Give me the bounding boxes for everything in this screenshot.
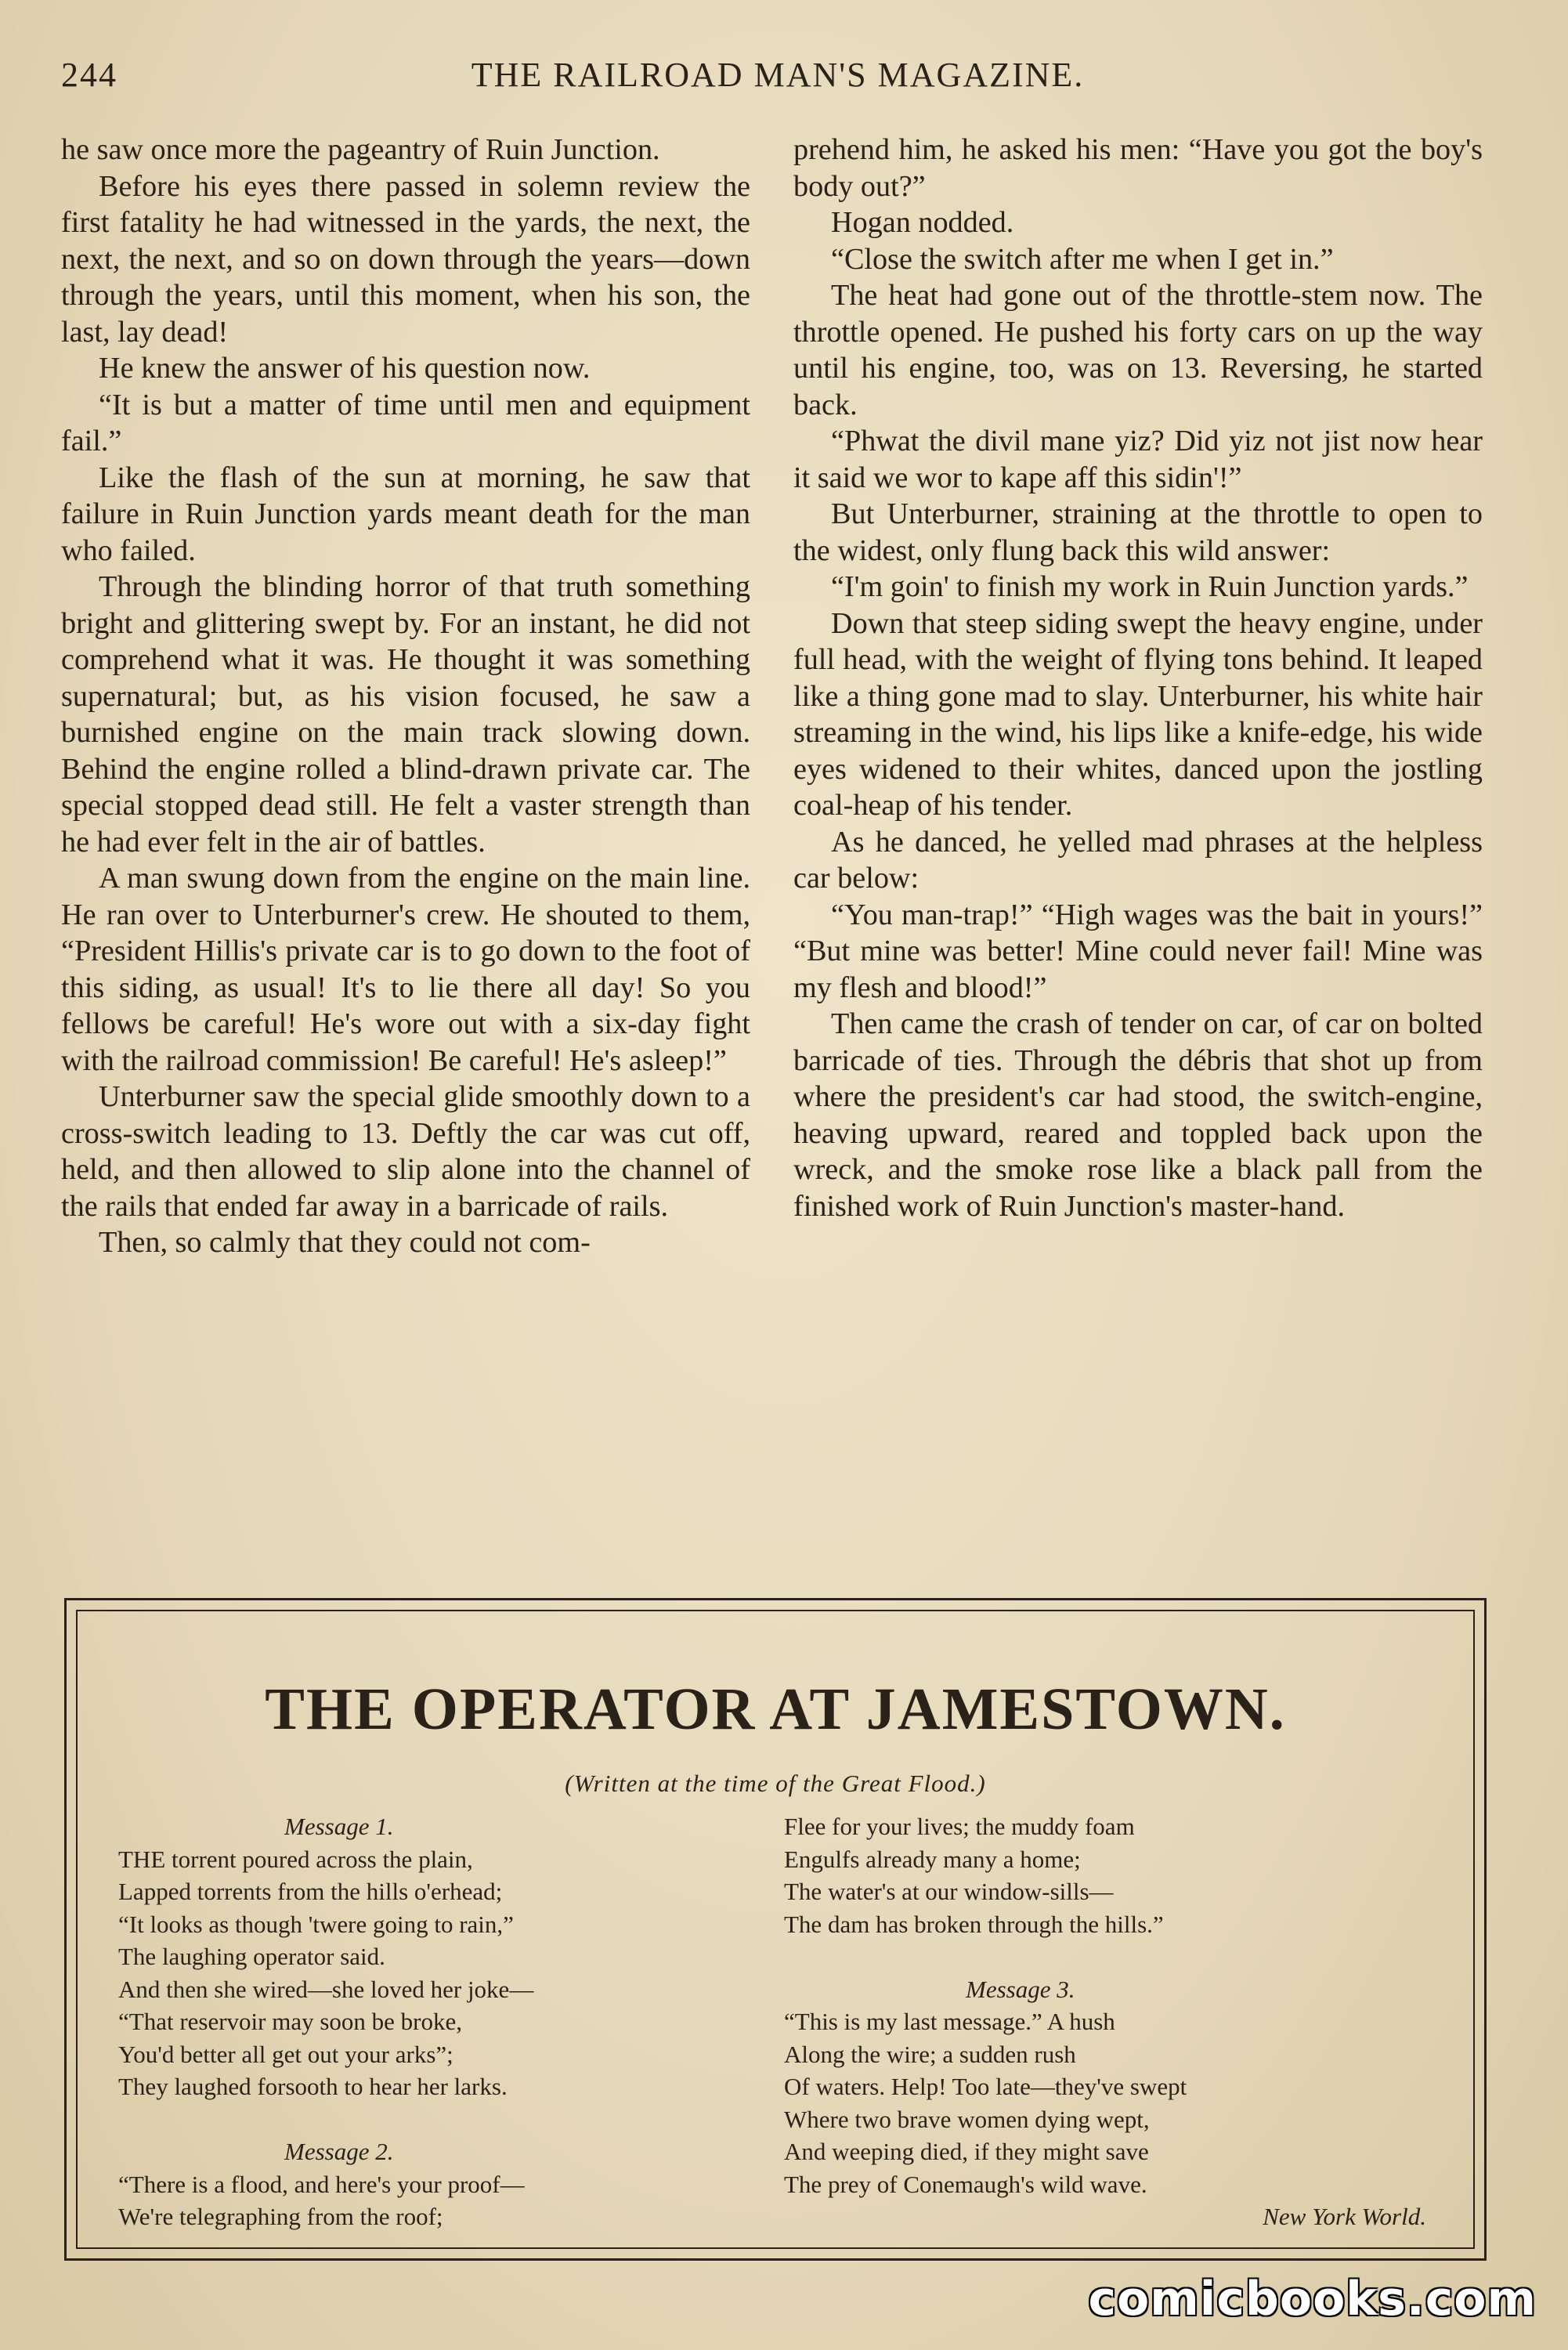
poem-line: “That reservoir may soon be broke, [118,2008,463,2035]
paragraph: As he danced, he yelled mad phrases at the helpless car below: [793,825,1483,895]
poem-column-right [784,1810,1458,2265]
message-heading: Message 2. [284,2138,394,2165]
poem-box [64,1598,1487,2261]
paragraph: Unterburner saw the special glide smoothly down to a cross-switch leading to 13. Deftly the car was cut off, held, and then allowed to slip alone into the channel of the rails that ended far away in a barricade of rails. [61,1080,750,1223]
poem-line: Lapped torrents from the hills o'erhead; [118,1878,503,1905]
paragraph: A man swung down from the engine on the main line. He ran over to Unterburner's crew. He shouted to them, “President Hillis's private car is to go down to the foot of this siding, as usual! It's to lie there all day! So you fellows be careful! He's wore out with a six-day fight with the railroad commission! Be careful! He's asleep!” [61,862,750,1077]
story-body [61,132,1487,1534]
poem-line: The water's at our window-sills— [784,1878,1114,1905]
poem-line: And weeping died, if they might save [784,2138,1149,2165]
poem-line: Engulfs already many a home; [784,1845,1081,1873]
paragraph: Before his eyes there passed in solemn review the first fatality he had witnessed in the yards, the next, the next, the next, and so on down through the years—down through the years, until this moment, when his son, the last, lay dead! [61,169,750,349]
poem-line: You'd better all get out your arks”; [118,2040,453,2068]
paragraph: Through the blinding horror of that truth something bright and glittering swept by. For an instant, he did not comprehend what it was. He thought it was something supernatural; but, as his vision focused, he saw a burnished engine on the main track slowing down. Behind the engine rolled a blind-drawn private car. The special stopped dead still. He felt a vaster strength than he had ever felt in the air of battles. [61,570,750,859]
paragraph: The heat had gone out of the throttle-stem now. The throttle opened. He pushed his forty cars on up the way until his engine, too, was on 13. Reversing, he started back. [793,279,1483,421]
poem-source: New York World. [1263,2203,1426,2230]
poem-line: Of waters. Help! Too late—they've swept [784,2073,1187,2100]
poem-subtitle: (Written at the time of the Great Flood.) [565,1770,986,1797]
poem-line: “This is my last message.” A hush [784,2008,1115,2035]
paragraph: Then came the crash of tender on car, of car on bolted barricade of ties. Through the débris that shot up from where the president's car had stood, the switch-engine, heaving upward, reared and toppled back upon the wreck, and the smoke rose like a black pall from the finished work of Ruin Junction's master-hand. [793,1007,1483,1223]
paragraph: “Close the switch after me when I get in.” [831,242,1334,276]
paragraph: “It is but a matter of time until men and equipment fail.” [61,388,750,457]
poem-line: And then she wired—she loved her joke— [118,1975,534,2003]
site-watermark: comicbooks.com [1088,2272,1537,2326]
poem-line: Along the wire; a sudden rush [784,2040,1076,2068]
paragraph: he saw once more the pageantry of Ruin Junction. [61,133,660,166]
message-heading: Message 1. [284,1813,394,1840]
stanza-message-2-continued [784,1810,1458,1940]
paragraph: But Unterburner, straining at the throttle to open to the widest, only flung back this wild answer: [793,497,1483,567]
magazine-title: THE RAILROAD MAN'S MAGAZINE. [471,56,1085,94]
poem-column-left [118,1810,784,2265]
stanza-message-2 [118,2135,784,2233]
page-number: 244 [61,56,117,94]
paragraph: Hogan nodded. [831,206,1014,239]
poem-line: “There is a flood, and here's your proof— [118,2170,525,2198]
poem-title: THE OPERATOR AT JAMESTOWN. [265,1676,1286,1742]
story-column-right [793,132,1483,1224]
poem-line: The laughing operator said. [118,1943,385,1970]
message-heading: Message 3. [966,1975,1075,2003]
paragraph: “You man-trap!” “High wages was the bait in yours!” “But mine was better! Mine could never fail! Mine was my flesh and blood!” [793,898,1483,1004]
poem-line: Flee for your lives; the muddy foam [784,1813,1135,1840]
stanza-message-3 [784,1973,1458,2233]
paragraph: “Phwat the divil mane yiz? Did yiz not jist now hear it said we wor to kape aff this sidin'!” [793,425,1483,494]
poem-line: The dam has broken through the hills.” [784,1910,1164,1938]
paragraph: prehend him, he asked his men: “Have you got the boy's body out?” [793,133,1483,203]
poem-line: THE torrent poured across the plain, [118,1845,473,1873]
paragraph: Then, so calmly that they could not com- [99,1226,591,1259]
poem-line: We're telegraphing from the roof; [118,2203,443,2230]
poem-stanzas [67,1810,1484,2249]
paragraph: “I'm goin' to finish my work in Ruin Junction yards.” [831,570,1469,603]
paragraph: He knew the answer of his question now. [99,352,591,385]
story-column-left [61,132,750,1261]
poem-line: The prey of Conemaugh's wild wave. [784,2170,1147,2198]
poem-line: They laughed forsooth to hear her larks. [118,2073,508,2100]
paragraph: Like the flash of the sun at morning, he saw that failure in Ruin Junction yards meant death for the man who failed. [61,461,750,567]
stanza-message-1 [118,1810,784,2103]
poem-line: “It looks as though 'twere going to rain,” [118,1910,514,1938]
page-header [61,49,1494,103]
poem-line: Where two brave women dying wept, [784,2105,1150,2133]
paragraph: Down that steep siding swept the heavy engine, under full head, with the weight of flying tons behind. It leaped like a thing gone mad to slay. Unterburner, his white hair streaming in the wind, his lips like a knife-edge, his wide eyes widened to their whites, danced upon the jostling coal-heap of his tender. [793,606,1483,822]
